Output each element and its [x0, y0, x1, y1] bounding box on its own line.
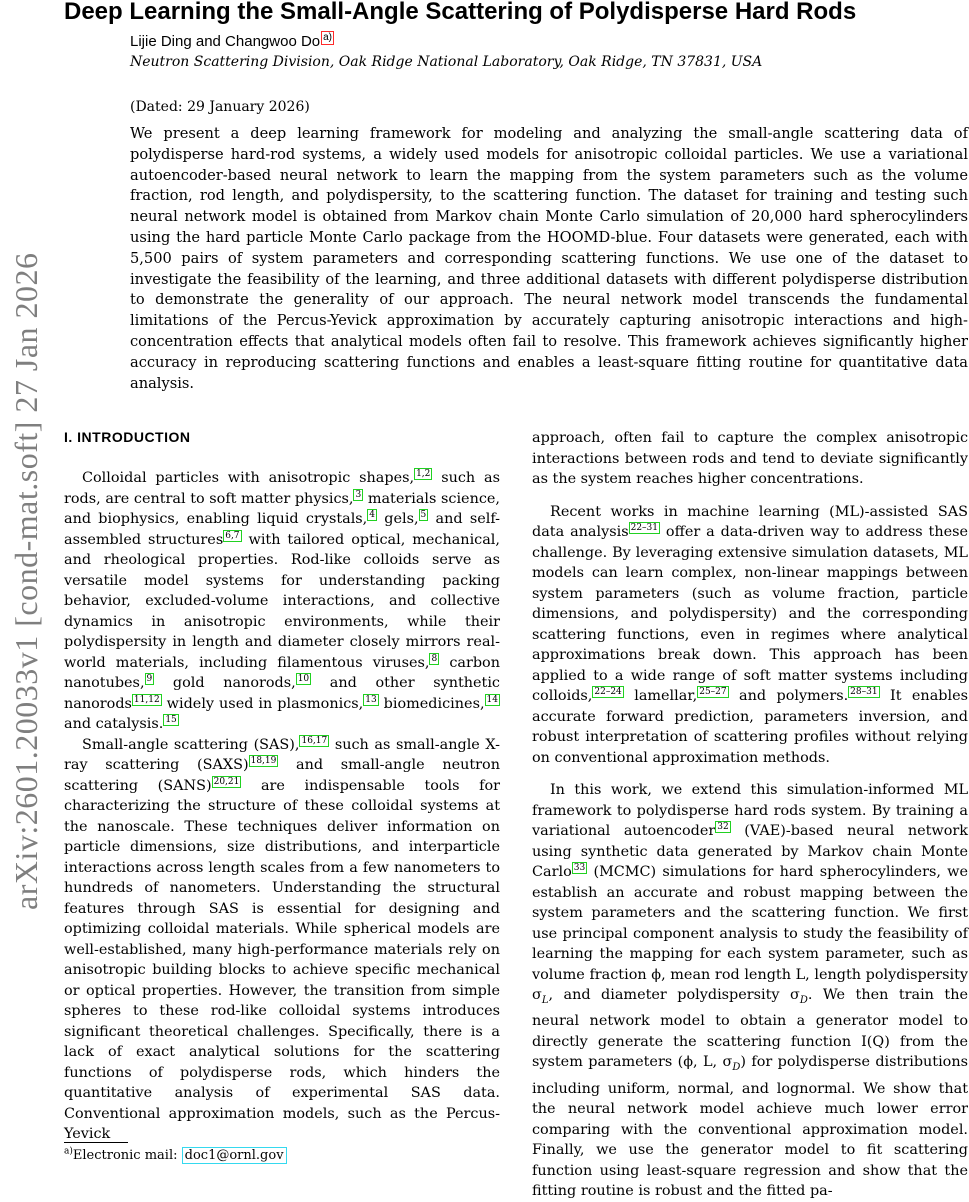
text-run: gels,: [377, 511, 419, 527]
authors: Lijie Ding and Changwoo Do: [130, 33, 321, 50]
citation-link[interactable]: 32: [717, 822, 729, 833]
text-run: . We then train the neural network model to obtain a generator model to directly generate the scattering function I(Q) from the system parameters (ϕ, L, σ: [532, 987, 968, 1071]
text-run: such as small-angle X-ray scattering (SAXS): [64, 736, 500, 773]
text-run: such as rods, are central to soft matter physics,: [64, 470, 500, 507]
text-run: (MCMC) simulations for hard spherocylinders, we establish an accurate and robust mapping between the system parameters and the scattering function. We first use principal component analysis to study the feasibility of learning the mapping for each system parameter, such as volume fraction ϕ, mean rod length L, length polydispersity σ: [532, 864, 968, 1003]
citation-link[interactable]: 14: [486, 694, 498, 705]
left-column: [64, 468, 500, 1145]
intro-paragraph-2-continued: approach, often fail to capture the complex anisotropic interactions between rods and tend to deviate significantly as the system reaches higher concentrations.: [532, 430, 968, 487]
footnote: [64, 1147, 287, 1165]
right-column: [532, 428, 968, 1202]
text-run: and polymers.: [728, 688, 849, 704]
text-run: Recent works in machine learning (ML)-assisted SAS data analysis: [532, 503, 968, 540]
paper-title: Deep Learning the Small-Angle Scattering of Polydisperse Hard Rods: [64, 0, 857, 25]
citation-link[interactable]: 4: [369, 510, 375, 521]
citation-link[interactable]: 6,7: [225, 530, 240, 541]
text-run: It enables accurate forward prediction, parameters inversion, and robust interpretation of scattering profiles without relying on conventional approximation methods.: [532, 688, 968, 766]
citation-link[interactable]: 18,19: [250, 756, 277, 767]
text-run: widely used in plasmonics,: [161, 695, 364, 712]
arxiv-watermark: arXiv:2601.20033v1 [cond-mat.soft] 27 Jan 2026: [8, 252, 44, 910]
dated: (Dated: 29 January 2026): [130, 99, 310, 115]
affiliation: Neutron Scattering Division, Oak Ridge National Laboratory, Oak Ridge, TN 37831, USA: [130, 54, 763, 70]
text-run: and other synthetic nanorods: [64, 675, 500, 712]
citation-link[interactable]: 16,17: [301, 735, 328, 746]
text-run: gold nanorods,: [154, 675, 296, 691]
author-footnote-link[interactable]: a): [323, 32, 333, 43]
citation-link[interactable]: 9: [146, 674, 153, 685]
footnote-marker: a): [64, 1146, 73, 1157]
citation-link[interactable]: 13: [365, 694, 377, 705]
text-run: biomedicines,: [378, 695, 485, 712]
citation-link[interactable]: 20,21: [213, 776, 240, 787]
citation-link[interactable]: 33: [573, 863, 586, 874]
text-run: and self-assembled structures: [64, 511, 501, 548]
citation-link[interactable]: 10: [297, 674, 310, 685]
text-run: (VAE)-based neural network using synthetic data generated by Markov chain Monte Carlo: [532, 823, 969, 880]
text-run: Colloidal particles with anisotropic shapes,: [82, 470, 415, 486]
section-heading-introduction: I. INTRODUCTION: [64, 429, 191, 445]
citation-link[interactable]: 11,12: [133, 694, 160, 705]
email-link[interactable]: doc1@ornl.gov: [182, 1147, 287, 1164]
text-run: Small-angle scattering (SAS),: [82, 736, 300, 753]
text-run: are indispensable tools for characterizing the structure of these colloidal systems at the nanoscale. These techniques deliver information on particle dimensions, size distributions, and interparticle interactions across length scales from a few nanometers to hundreds of nanometers. Understanding the structural features through SAS is essential for designing and optimizing colloidal materials. While spherical models are well-established, many high-performance materials rely on anisotropic building blocks to achieve specific mechanical or optical properties. However, the transition from simple spheres to these rod-like colloidal systems introduces significant theoretical challenges. Specifically, there is a lack of exact analytical solutions for the scattering functions of polydisperse rods, which hinders the quantitative analysis of experimental SAS data. Conventional approximation models, such as the Percus-Yevick: [64, 777, 500, 1142]
citation-link[interactable]: 1,2: [416, 469, 431, 480]
citation-link[interactable]: 8: [431, 653, 438, 664]
text-run: In this work, we extend this simulation-informed ML framework to polydisperse hard rods system. By training a variational autoencoder: [532, 782, 968, 839]
text-run: offer a data-driven way to address these challenge. By leveraging extensive simulation datasets, ML models can learn complex, non-linear mappings between system parameters (such as volume fraction, particle dimensions, and polydispersity) and the corresponding scattering functions, even in regimes where analytical approximations break down. This approach has been applied to a wide range of soft matter systems including colloids,: [532, 524, 969, 704]
text-run: and catalysis.: [64, 716, 164, 732]
text-run: with tailored optical, mechanical, and rheological properties. Rod-like colloids serve as versatile model systems for understanding packing behavior, excluded-volume interactions, and collective dynamics in anisotropic environments, while their polydispersity in length and diameter closely mirrors real-world materials, including filamentous viruses,: [64, 531, 500, 671]
intro-paragraph-4: [532, 780, 968, 1202]
citation-link[interactable]: 22–24: [594, 687, 622, 698]
intro-paragraph-1: [64, 468, 500, 735]
citation-link[interactable]: 5: [420, 510, 427, 521]
text-run: lamellar,: [623, 688, 698, 704]
citation-link[interactable]: 3: [355, 489, 362, 500]
text-run: materials science, and biophysics, enabling liquid crystals,: [64, 490, 500, 527]
citation-link[interactable]: 28–31: [850, 687, 878, 698]
text-run: and small-angle neutron scattering (SANS): [64, 757, 500, 794]
author-line: [130, 31, 334, 52]
intro-paragraph-3: [532, 502, 968, 769]
footnote-label: Electronic mail:: [72, 1148, 182, 1163]
subscript: D: [799, 994, 808, 1006]
footnote-rule: [64, 1142, 128, 1143]
subscript: L: [541, 994, 549, 1006]
citation-link[interactable]: 22–31: [630, 523, 659, 534]
text-run: carbon nanotubes,: [64, 654, 500, 691]
subscript: D: [732, 1062, 741, 1074]
citation-link[interactable]: 25–27: [699, 687, 727, 698]
intro-paragraph-2: [64, 735, 500, 1145]
citation-link[interactable]: 15: [165, 715, 177, 726]
text-run: , and diameter polydispersity σ: [548, 987, 800, 1003]
abstract: We present a deep learning framework for modeling and analyzing the small-angle scattering data of polydisperse hard-rod systems, a widely used models for anisotropic colloidal particles. We use a variational autoencoder-based neural network to learn the mapping from the system parameters such as the volume fraction, rod length, and polydispersity, to the scattering function. The dataset for training and testing such neural network model is obtained from Markov chain Monte Carlo simulation of 20,000 hard spherocylinders using the hard particle Monte Carlo package from the HOOMD-blue. Four datasets were generated, each with 5,500 pairs of system parameters and corresponding scattering functions. We use one of the dataset to investigate the feasibility of the learning, and three additional datasets with different polydisperse distribution to demonstrate the generality of our approach. The neural network model transcends the fundamental limitations of the Percus-Yevick approximation by accurately capturing anisotropic interactions and high-concentration effects that analytical models often fail to resolve. This framework achieves significantly higher accuracy in reproducing scattering functions and enables a least-square fitting routine for quantitative data analysis.: [130, 125, 968, 392]
text-run: ) for polydisperse distributions including uniform, normal, and lognormal. We show that the neural network model achieve much lower error comparing with the conventional approximation model. Finally, we use the generator model to fit scattering function using least-square regression and show that the fitting routine is robust and the fitted pa-: [532, 1054, 968, 1200]
